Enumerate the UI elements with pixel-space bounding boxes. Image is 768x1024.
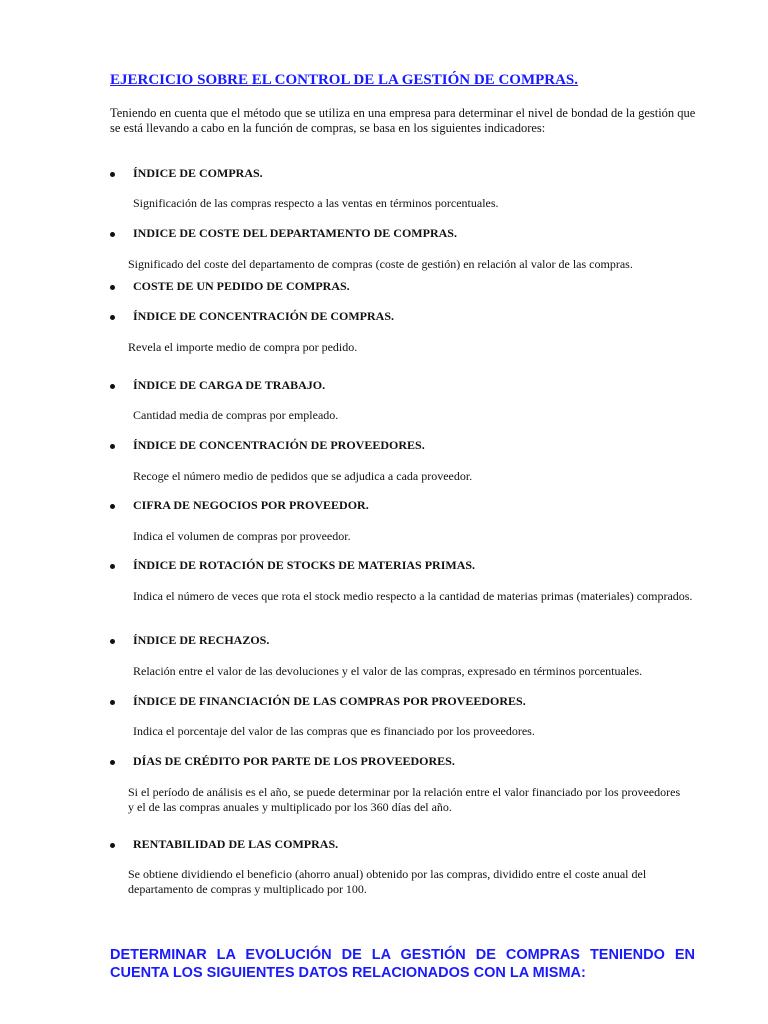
item-description: Si el período de análisis es el año, se puede determinar por la relación entre el valor financiado por los proveedores y el de las compras anuales y multiplicado por los 360 días del año.	[128, 785, 681, 814]
item-label: CIFRA DE NEGOCIOS POR PROVEEDOR.	[133, 498, 369, 512]
item-label: ÍNDICE DE ROTACIÓN DE STOCKS DE MATERIAS PRIMAS.	[133, 558, 476, 572]
bullet-icon	[110, 504, 115, 509]
item-label: RENTABILIDAD DE LAS COMPRAS.	[133, 837, 339, 851]
item-description: Significación de las compras respecto a las ventas en términos porcentuales.	[133, 196, 499, 210]
item-label: ÍNDICE DE CARGA DE TRABAJO.	[133, 378, 326, 392]
item-description: Cantidad media de compras por empleado.	[133, 408, 339, 422]
bullet-icon	[110, 760, 115, 765]
item-description: Se obtiene dividiendo el beneficio (ahorro anual) obtenido por las compras, dividido entre el coste anual del departamento de compras y multiplicado por 100.	[128, 867, 647, 896]
bullet-icon	[110, 232, 115, 237]
item-label: INDICE DE COSTE DEL DEPARTAMENTO DE COMPRAS.	[133, 226, 457, 240]
bullet-icon	[110, 639, 115, 644]
item-label: ÍNDICE DE CONCENTRACIÓN DE COMPRAS.	[133, 309, 395, 323]
item-label: ÍNDICE DE COMPRAS.	[133, 166, 263, 180]
item-label: DÍAS DE CRÉDITO POR PARTE DE LOS PROVEEDORES.	[133, 754, 455, 768]
item-label: COSTE DE UN PEDIDO DE COMPRAS.	[133, 279, 350, 293]
bullet-icon	[110, 315, 115, 320]
item-label: ÍNDICE DE CONCENTRACIÓN DE PROVEEDORES.	[133, 438, 425, 452]
item-label: ÍNDICE DE RECHAZOS.	[133, 633, 270, 647]
bullet-icon	[110, 384, 115, 389]
intro-paragraph: Teniendo en cuenta que el método que se utiliza en una empresa para determinar el nivel de bondad de la gestión que se está llevando a cabo en la función de compras, se basa en los siguientes indicadores:	[110, 106, 696, 135]
item-description: Indica el porcentaje del valor de las compras que es financiado por los proveedores.	[133, 724, 535, 738]
document-title: EJERCICIO SOBRE EL CONTROL DE LA GESTIÓN DE COMPRAS.	[110, 72, 579, 88]
task-heading: DETERMINAR LA EVOLUCIÓN DE LA GESTIÓN DE COMPRAS TENIENDO EN CUENTA LOS SIGUIENTES DATOS RELACIONADOS CON LA MISMA:	[110, 947, 695, 981]
bullet-icon	[110, 444, 115, 449]
item-description: Indica el número de veces que rota el stock medio respecto a la cantidad de materias primas (materiales) comprados.	[133, 589, 693, 603]
bullet-icon	[110, 564, 115, 569]
item-description: Significado del coste del departamento de compras (coste de gestión) en relación al valor de las compras.	[128, 257, 633, 271]
item-description: Relación entre el valor de las devoluciones y el valor de las compras, expresado en términos porcentuales.	[133, 664, 643, 678]
bullet-icon	[110, 700, 115, 705]
item-description: Recoge el número medio de pedidos que se adjudica a cada proveedor.	[133, 469, 473, 483]
bullet-icon	[110, 172, 115, 177]
item-description: Revela el importe medio de compra por pedido.	[128, 340, 358, 354]
bullet-icon	[110, 285, 115, 290]
item-label: ÍNDICE DE FINANCIACIÓN DE LAS COMPRAS POR PROVEEDORES.	[133, 694, 526, 708]
bullet-icon	[110, 843, 115, 848]
item-description: Indica el volumen de compras por proveedor.	[133, 529, 351, 543]
